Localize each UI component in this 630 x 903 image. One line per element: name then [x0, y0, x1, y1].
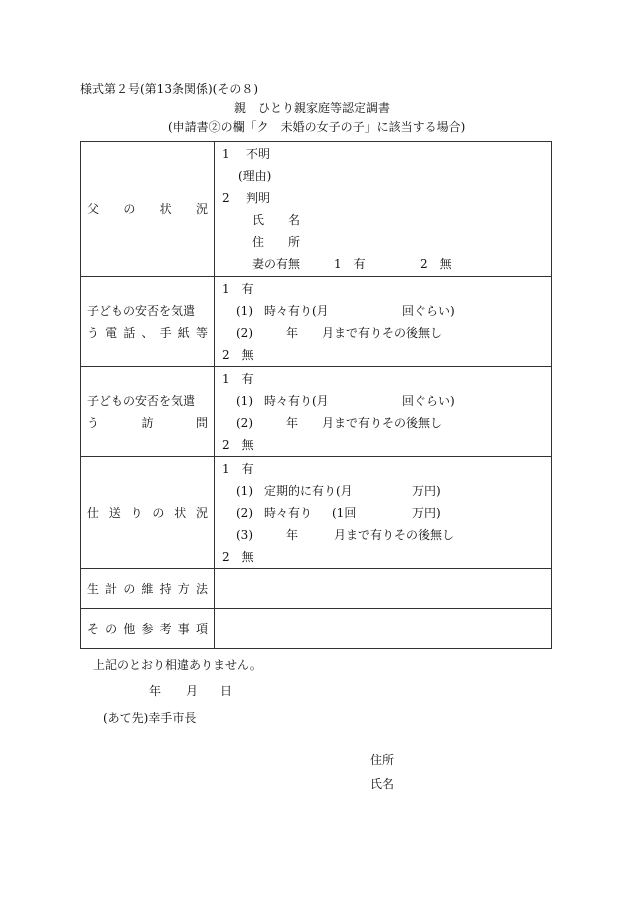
sub-text: 時々有り(月 [264, 303, 329, 318]
label-char: の [123, 581, 136, 596]
label-char: 参 [141, 621, 154, 636]
sub-number: (2) [236, 415, 253, 430]
option-no: 2 無 [222, 347, 254, 362]
item-number: 1 [222, 147, 230, 161]
form-subtitle: (申請書②の欄「ク 未婚の女子の子」に該当する場合) [168, 120, 466, 134]
label-char: う [87, 415, 100, 430]
date-year-label: 年 [149, 684, 162, 698]
sub-text: 万円) [412, 505, 441, 520]
label-char: 状 [174, 505, 187, 520]
sub-text: 月まで有りその後無し [322, 325, 443, 340]
label-char: 、 [141, 325, 154, 340]
label-char: の [105, 621, 118, 636]
label-char: 状 [159, 202, 172, 216]
sub-text: (1回 [332, 505, 357, 520]
name-label: 氏 名 [252, 213, 301, 227]
addressee: (あて先)幸手市長 [103, 711, 197, 725]
address-label: 住 所 [252, 235, 301, 249]
label-father-status [81, 142, 215, 277]
label-char: 父 [87, 202, 100, 216]
label-char: 話 [123, 325, 136, 340]
label-text: 子どもの安否を気遣 [87, 303, 196, 318]
label-char: 況 [195, 202, 208, 216]
label-text [87, 198, 208, 220]
survey-table [80, 141, 552, 649]
option-unknown: 不明 [246, 147, 271, 161]
label-char: 他 [123, 621, 136, 636]
label-char: り [130, 505, 143, 520]
sub-text: 回ぐらい) [402, 303, 455, 318]
wife-option-no: 2 無 [420, 257, 452, 271]
sub-text: 万円) [412, 483, 441, 498]
content-other-notes[interactable] [215, 609, 552, 649]
wife-label: 妻の有無 [252, 257, 301, 271]
label-char: 持 [159, 581, 172, 596]
label-char: 送 [108, 505, 121, 520]
option-no: 2 無 [222, 549, 254, 564]
option-known: 判明 [246, 191, 271, 205]
label-char: 仕 [87, 505, 100, 520]
sub-text: 回ぐらい) [402, 393, 455, 408]
label-text [87, 618, 208, 640]
label-other-notes [81, 609, 215, 649]
sub-text: 月まで有りその後無し [334, 527, 455, 542]
label-char: 問 [195, 415, 208, 430]
row-other-notes [81, 609, 552, 649]
label-char: 生 [87, 581, 100, 596]
sub-number: (1) [236, 483, 253, 498]
row-phone-letters [81, 277, 552, 367]
row-remittance [81, 457, 552, 569]
date-day-label: 日 [220, 684, 233, 698]
sub-number: (1) [236, 303, 253, 318]
label-char: 紙 [177, 325, 190, 340]
item-number: 2 [222, 191, 230, 205]
sub-number: (2) [236, 325, 253, 340]
option-yes: 1 有 [222, 281, 254, 296]
label-remittance [81, 457, 215, 569]
sub-text: 定期的に有り(月 [264, 483, 353, 498]
content-visits[interactable] [215, 367, 552, 457]
row-livelihood [81, 569, 552, 609]
sub-text: 年 [286, 527, 299, 542]
content-phone-letters[interactable] [215, 277, 552, 367]
sub-text: 年 [286, 325, 299, 340]
option-no: 2 無 [222, 437, 254, 452]
label-char: 手 [159, 325, 172, 340]
label-char: 項 [195, 621, 208, 636]
label-char: そ [87, 621, 100, 636]
date-month-label: 月 [186, 684, 199, 698]
label-text [87, 322, 208, 344]
label-phone-letters [81, 277, 215, 367]
option-yes: 1 有 [222, 461, 254, 476]
row-father-status [81, 142, 552, 277]
declaration-statement: 上記のとおり相違ありません。 [93, 658, 262, 672]
label-char: 考 [159, 621, 172, 636]
sub-number: (3) [236, 527, 253, 542]
label-char: う [87, 325, 100, 340]
label-char: 電 [105, 325, 118, 340]
label-char: 況 [195, 505, 208, 520]
content-livelihood[interactable] [215, 569, 552, 609]
label-char: 訪 [141, 415, 154, 430]
label-char: 事 [177, 621, 190, 636]
label-text [87, 412, 208, 434]
label-char: 計 [105, 581, 118, 596]
option-yes: 1 有 [222, 371, 254, 386]
sub-text: 年 [286, 415, 299, 430]
content-remittance[interactable] [215, 457, 552, 569]
label-char: の [152, 505, 165, 520]
content-father-status[interactable] [215, 142, 552, 277]
label-char: 等 [195, 325, 208, 340]
sub-text: 月まで有りその後無し [322, 415, 443, 430]
form-title: 親 ひとり親家庭等認定調書 [234, 101, 391, 115]
applicant-name-label: 氏名 [370, 777, 395, 791]
label-char: の [123, 202, 136, 216]
sub-number: (1) [236, 393, 253, 408]
label-text [87, 578, 208, 600]
label-char: 方 [177, 581, 190, 596]
label-text: 子どもの安否を気遣 [87, 393, 196, 408]
reason-label: (理由) [238, 169, 272, 183]
sub-text: 時々有り(月 [264, 393, 329, 408]
label-char: 法 [195, 581, 208, 596]
form-number: 様式第２号(第13条関係)(その８) [80, 82, 258, 96]
label-text [87, 502, 208, 524]
sub-text: 時々有り [264, 505, 313, 520]
applicant-address-label: 住所 [370, 753, 395, 767]
row-visits [81, 367, 552, 457]
sub-number: (2) [236, 505, 253, 520]
wife-option-yes: 1 有 [334, 257, 366, 271]
label-livelihood [81, 569, 215, 609]
label-char: 維 [141, 581, 154, 596]
label-visits [81, 367, 215, 457]
